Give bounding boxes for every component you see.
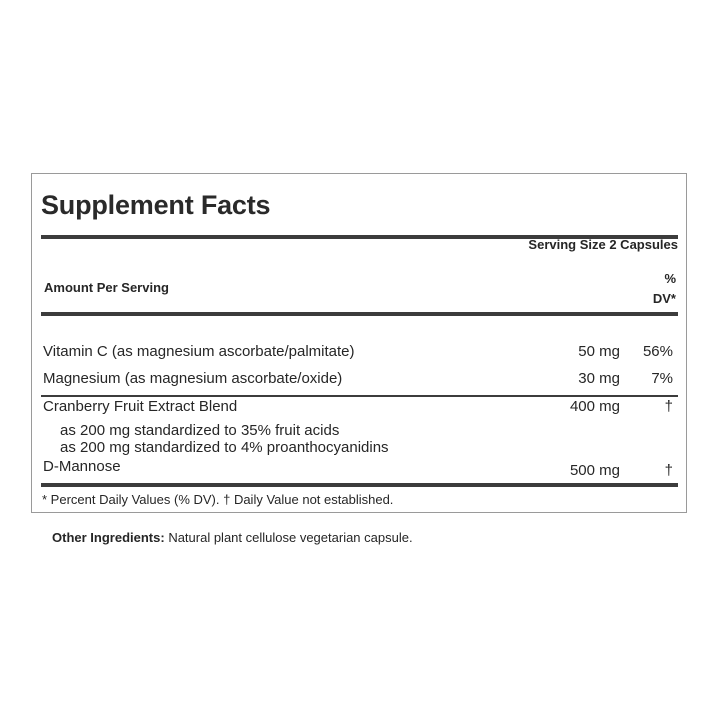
divider-bottom (41, 483, 678, 487)
dv-header (653, 269, 676, 309)
panel-title: Supplement Facts (41, 190, 271, 220)
divider-header (41, 312, 678, 316)
footnote: * Percent Daily Values (% DV). † Daily Value not established. (42, 492, 394, 507)
nutrient-amount: 500 mg (569, 462, 620, 479)
divider-vitamins (41, 395, 678, 397)
blend-amount: 400 mg (569, 398, 620, 415)
nutrient-dv: 56% (642, 343, 673, 360)
nutrient-name: D-Mannose (43, 458, 121, 475)
supplement-facts-panel (31, 173, 687, 513)
nutrient-dv: † (664, 462, 673, 479)
dv-header-line1: % (664, 271, 676, 286)
other-ingredients-text: Natural plant cellulose vegetarian capsule. (168, 530, 413, 545)
nutrient-dv: 7% (651, 370, 673, 387)
other-ingredients (52, 530, 413, 545)
amount-per-serving-label: Amount Per Serving (44, 280, 169, 295)
serving-size: Serving Size 2 Capsules (528, 237, 678, 252)
blend-name: Cranberry Fruit Extract Blend (43, 398, 238, 415)
dv-header-line2: DV* (652, 291, 676, 306)
nutrient-amount: 50 mg (578, 343, 620, 360)
blend-detail: as 200 mg standardized to 4% proanthocyanidins (60, 439, 389, 456)
nutrient-name: Vitamin C (as magnesium ascorbate/palmitate) (43, 343, 355, 360)
other-ingredients-label: Other Ingredients: (52, 530, 165, 545)
nutrient-name: Magnesium (as magnesium ascorbate/oxide) (43, 370, 343, 387)
blend-detail: as 200 mg standardized to 35% fruit acids (60, 422, 340, 439)
nutrient-amount: 30 mg (578, 370, 620, 387)
blend-dv: † (664, 398, 673, 415)
